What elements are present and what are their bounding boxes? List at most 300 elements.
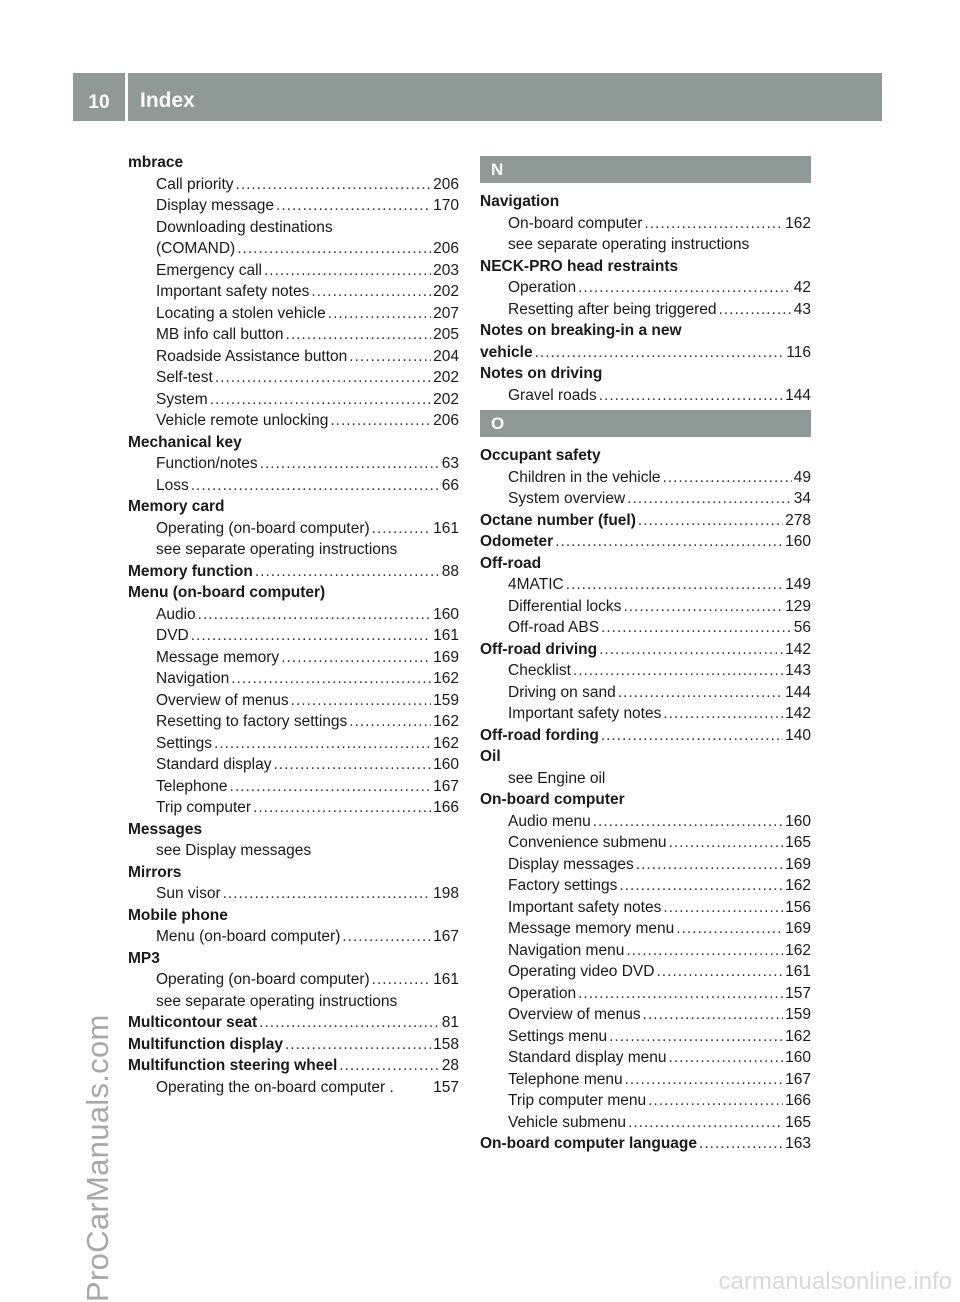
index-subentry: [128, 260, 459, 282]
page-ref: 160: [785, 533, 811, 550]
page-ref: 169: [433, 648, 459, 666]
dot-leader: [578, 277, 792, 299]
dot-leader: [593, 811, 783, 833]
side-watermark: ProCarManuals.com: [80, 1014, 115, 1302]
page-ref: 162: [433, 713, 459, 730]
page-ref: 160: [433, 756, 459, 773]
page-ref: 207: [433, 304, 459, 322]
page-ref: 206: [433, 412, 459, 429]
dot-leader: [191, 625, 431, 647]
dot-leader: [311, 281, 431, 303]
index-entry: [128, 862, 459, 884]
entry-text: Multifunction steering wheel: [128, 1057, 338, 1074]
index-subentry: [480, 1112, 811, 1134]
index-subentry: [128, 797, 459, 819]
index-entry: [480, 531, 811, 553]
entry-text: On-board computer language: [480, 1135, 698, 1152]
page-ref: 162: [433, 670, 459, 687]
entry-text: System overview: [508, 490, 626, 507]
entry-text: Locating a stolen vehicle: [156, 304, 326, 322]
index-column-left: [128, 152, 459, 1098]
page-ref: 144: [785, 386, 811, 404]
dot-leader: [663, 897, 783, 919]
entry-text: Trip computer menu: [508, 1092, 647, 1109]
index-subentry: [480, 234, 811, 256]
entry-text: NECK-PRO head restraints: [480, 257, 679, 275]
entry-text: MB info call button: [156, 326, 284, 343]
entry-text: Resetting after being triggered: [508, 300, 717, 318]
entry-text: MP3: [128, 949, 160, 967]
page-ref: 165: [785, 834, 811, 851]
page-ref: 167: [785, 1070, 811, 1088]
page-ref: 116: [786, 343, 811, 361]
entry-text: see separate operating instructions: [156, 992, 398, 1010]
index-subentry: [480, 875, 811, 897]
entry-text: see Engine oil: [508, 769, 606, 787]
index-subentry: [128, 389, 459, 411]
index-subentry: [128, 733, 459, 755]
page-ref: 204: [433, 347, 459, 365]
entry-text: Overview of menus: [508, 1006, 641, 1023]
dot-leader: [223, 883, 432, 905]
index-entry: [128, 1055, 459, 1077]
dot-leader: [330, 410, 431, 432]
dot-leader: [215, 367, 431, 389]
index-subentry: [480, 918, 811, 940]
page-ref: 160: [433, 605, 459, 623]
page-ref: 162: [785, 214, 811, 232]
dot-leader: [349, 711, 431, 733]
index-subentry: [128, 195, 459, 217]
index-subentry: [480, 832, 811, 854]
page-ref: 159: [433, 691, 459, 709]
entry-text: Important safety notes: [508, 898, 662, 916]
index-subentry: [128, 625, 459, 647]
dot-leader: [259, 1012, 440, 1034]
page-ref: 206: [433, 240, 459, 257]
index-subentry: [480, 277, 811, 299]
page-ref: 167: [433, 777, 459, 795]
index-entry: [480, 320, 811, 342]
dot-leader: [255, 561, 440, 583]
dot-leader: [191, 475, 440, 497]
dot-leader: [663, 467, 792, 489]
index-entry: [128, 1034, 459, 1056]
dot-leader: [286, 324, 432, 346]
entry-text: see Display messages: [156, 842, 312, 859]
index-subentry: [480, 574, 811, 596]
entry-text: Memory card: [128, 498, 225, 515]
page-ref: 170: [433, 197, 459, 214]
entry-text: Operating video DVD: [508, 963, 655, 980]
entry-text: Memory function: [128, 562, 253, 580]
entry-text: see separate operating instructions: [156, 541, 398, 558]
page-title: Index: [128, 73, 882, 121]
page-ref: 66: [441, 476, 459, 494]
entry-text: Differential locks: [508, 597, 622, 615]
dot-leader: [372, 518, 431, 540]
dot-leader: [669, 1047, 784, 1069]
entry-text: Overview of menus: [156, 691, 289, 709]
index-subentry: [480, 1026, 811, 1048]
index-subentry: [128, 991, 459, 1013]
index-entry: [480, 746, 811, 768]
index-subentry: [480, 703, 811, 725]
index-column-right: [480, 152, 811, 1155]
entry-text: Display messages: [508, 855, 634, 873]
page-ref: 166: [785, 1092, 811, 1109]
index-entry: [128, 819, 459, 841]
dot-leader: [253, 797, 431, 819]
dot-leader: [349, 346, 431, 368]
entry-text: Important safety notes: [508, 705, 662, 722]
dot-leader: [625, 1069, 784, 1091]
index-subentry: [128, 969, 459, 991]
entry-text: Self-test: [156, 369, 213, 386]
dot-leader: [644, 213, 783, 235]
dot-leader: [230, 776, 432, 798]
dot-leader: [669, 832, 784, 854]
index-entry: [128, 561, 459, 583]
page-ref: 88: [441, 562, 459, 580]
entry-text: Multifunction display: [128, 1035, 283, 1053]
entry-text: Sun visor: [156, 885, 221, 902]
index-entry: [128, 496, 459, 518]
index-subentry: [480, 488, 811, 510]
entry-text: Operating (on-board computer): [156, 971, 370, 988]
index-entry: [480, 342, 811, 364]
entry-text: Notes on driving: [480, 365, 603, 382]
entry-text: Menu (on-board computer): [128, 584, 326, 601]
entry-text: Resetting to factory settings: [156, 713, 348, 730]
index-subentry: [128, 840, 459, 862]
dot-leader: [342, 926, 431, 948]
page-ref: 161: [433, 519, 459, 537]
page-ref: 169: [785, 855, 811, 873]
entry-text: Standard display menu: [508, 1049, 667, 1066]
index-subentry: [128, 604, 459, 626]
index-subentry: [128, 518, 459, 540]
index-subentry: [128, 453, 459, 475]
entry-text: Function/notes: [156, 455, 258, 472]
entry-text: Messages: [128, 820, 203, 838]
entry-text: Mechanical key: [128, 433, 242, 451]
entry-text: Settings: [156, 734, 213, 752]
dot-leader: [260, 453, 440, 475]
entry-text: see separate operating instructions: [508, 236, 750, 253]
dot-leader: [273, 754, 431, 776]
page-ref: 149: [785, 576, 811, 593]
page-ref: 142: [785, 640, 811, 658]
entry-text: Message memory menu: [508, 920, 675, 937]
dot-leader: [328, 303, 431, 325]
page-ref: 165: [785, 1113, 811, 1131]
index-subentry: [128, 926, 459, 948]
dot-leader: [555, 531, 783, 553]
index-subentry: [128, 754, 459, 776]
index-entry: [128, 432, 459, 454]
index-entry: [480, 510, 811, 532]
entry-text: Trip computer: [156, 799, 252, 816]
page-ref: 34: [793, 490, 811, 507]
entry-text: Off-road driving: [480, 640, 598, 658]
page-ref: 202: [433, 283, 459, 300]
page-ref: 166: [433, 799, 459, 816]
dot-leader: [676, 918, 783, 940]
entry-text: Loss: [156, 476, 189, 494]
page-ref: 129: [785, 597, 811, 615]
dot-leader: [210, 389, 431, 411]
page-ref: 81: [441, 1014, 459, 1031]
section-letter-n: N: [480, 156, 811, 183]
index-subentry: [128, 174, 459, 196]
index-entry: [480, 553, 811, 575]
page-ref: 42: [793, 279, 811, 296]
dot-leader: [535, 342, 785, 364]
index-subentry: [480, 617, 811, 639]
page-ref: 63: [441, 455, 459, 472]
page-ref: 278: [785, 511, 811, 529]
entry-text: Oil: [480, 748, 501, 765]
entry-text: Important safety notes: [156, 283, 310, 300]
dot-leader: [638, 510, 783, 532]
dot-leader: [609, 1026, 783, 1048]
dot-leader: [719, 299, 792, 321]
entry-text: Off-road: [480, 554, 542, 572]
entry-text: Mobile phone: [128, 906, 228, 924]
entry-text: Occupant safety: [480, 447, 601, 464]
dot-leader: [601, 725, 783, 747]
dot-leader: [627, 488, 792, 510]
dot-leader: [699, 1133, 783, 1155]
index-subentry: [128, 303, 459, 325]
index-subentry: [480, 1090, 811, 1112]
entry-text: Navigation: [156, 670, 230, 687]
page-ref: 28: [441, 1057, 459, 1074]
entry-text: (COMAND): [156, 240, 236, 257]
entry-text: Vehicle submenu: [508, 1113, 627, 1131]
dot-leader: [198, 604, 431, 626]
entry-text: Downloading destinations: [156, 218, 333, 236]
page-ref: 156: [785, 898, 811, 916]
index-subentry: [480, 897, 811, 919]
entry-text: System: [156, 390, 208, 408]
entry-text: 4MATIC: [508, 576, 564, 593]
page-ref: 206: [433, 175, 459, 193]
page-ref: 142: [785, 705, 811, 722]
dot-leader: [566, 574, 783, 596]
entry-text: Off-road fording: [480, 726, 599, 744]
dot-leader: [281, 647, 431, 669]
index-subentry: [480, 1069, 811, 1091]
index-subentry: [480, 940, 811, 962]
dot-leader: [339, 1055, 439, 1077]
entry-text: Odometer: [480, 533, 554, 550]
dot-leader: [291, 690, 431, 712]
entry-text: Operating the on-board computer .: [156, 1078, 394, 1096]
dot-leader: [643, 1004, 783, 1026]
entry-text: Notes on breaking-in a new: [480, 322, 682, 339]
page-ref: 202: [433, 369, 459, 386]
index-subentry: [480, 213, 811, 235]
dot-leader: [237, 238, 431, 260]
entry-text: Convenience submenu: [508, 834, 667, 851]
entry-text: Menu (on-board computer): [156, 928, 341, 945]
entry-text: Children in the vehicle: [508, 468, 661, 486]
page-ref: 163: [785, 1135, 811, 1152]
dot-leader: [599, 639, 783, 661]
entry-text: Navigation: [480, 193, 560, 210]
dot-leader: [231, 668, 431, 690]
index-subentry: [128, 281, 459, 303]
index-entry: [128, 1012, 459, 1034]
dot-leader: [656, 961, 783, 983]
index-subentry: [128, 475, 459, 497]
index-subentry: [128, 1077, 459, 1099]
entry-text: mbrace: [128, 154, 184, 171]
index-entry: [480, 789, 811, 811]
dot-leader: [626, 940, 783, 962]
entry-text: On-board computer: [480, 791, 625, 808]
entry-text: Operation: [508, 984, 577, 1002]
index-subentry: [480, 385, 811, 407]
index-subentry: [128, 647, 459, 669]
index-subentry: [128, 217, 459, 239]
page-ref: 140: [785, 726, 811, 744]
entry-text: Settings menu: [508, 1027, 608, 1045]
entry-text: On-board computer: [508, 214, 643, 232]
index-subentry: [128, 367, 459, 389]
index-subentry: [480, 660, 811, 682]
dot-leader: [285, 1034, 431, 1056]
dot-leader: [573, 660, 783, 682]
index-entry: [128, 948, 459, 970]
footer-watermark: carmanualsonline.info: [718, 1268, 952, 1295]
dot-leader: [663, 703, 783, 725]
dot-leader: [276, 195, 431, 217]
page-ref: 43: [793, 300, 811, 318]
dot-leader: [214, 733, 431, 755]
page-ref: 198: [433, 885, 459, 902]
page-ref: 169: [785, 920, 811, 937]
dot-leader: [618, 682, 783, 704]
dot-leader: [236, 174, 432, 196]
index-subentry: [480, 768, 811, 790]
dot-leader: [599, 385, 783, 407]
entry-text: Gravel roads: [508, 386, 597, 404]
page-ref: 160: [785, 1049, 811, 1066]
entry-text: Checklist: [508, 662, 571, 679]
index-subentry: [480, 467, 811, 489]
entry-text: Roadside Assistance button: [156, 347, 348, 365]
index-entry: [128, 582, 459, 604]
index-subentry: [480, 983, 811, 1005]
index-subentry: [480, 1004, 811, 1026]
entry-text: Audio: [156, 605, 196, 623]
index-subentry: [128, 711, 459, 733]
section-letter-o: O: [480, 410, 811, 437]
entry-text: Multicontour seat: [128, 1014, 258, 1031]
index-entry: [480, 725, 811, 747]
index-subentry: [480, 682, 811, 704]
page-ref: 160: [785, 812, 811, 830]
page-ref: 161: [785, 963, 811, 980]
entry-text: Telephone menu: [508, 1070, 623, 1088]
index-entry: [480, 256, 811, 278]
page-number: 10: [73, 73, 125, 121]
index-subentry: [480, 299, 811, 321]
page-ref: 205: [433, 326, 459, 343]
page-ref: 157: [785, 984, 811, 1002]
page-ref: 143: [785, 662, 811, 679]
page-ref: 49: [793, 468, 811, 486]
page-ref: 144: [785, 683, 811, 701]
entry-text: vehicle: [480, 343, 533, 361]
index-entry: [128, 152, 459, 174]
entry-text: Navigation menu: [508, 941, 625, 959]
entry-text: Standard display: [156, 756, 272, 773]
page-ref: 158: [433, 1035, 459, 1053]
entry-text: Octane number (fuel): [480, 511, 636, 529]
entry-text: Call priority: [156, 175, 234, 193]
entry-text: Audio menu: [508, 812, 591, 830]
dot-leader: [636, 854, 783, 876]
entry-text: Operating (on-board computer): [156, 519, 370, 537]
entry-text: DVD: [156, 627, 189, 644]
index-subentry: [128, 883, 459, 905]
entry-text: Message memory: [156, 648, 280, 666]
index-entry: [480, 1133, 811, 1155]
index-entry: [128, 905, 459, 927]
index-entry: [480, 363, 811, 385]
index-subentry: [128, 668, 459, 690]
page-ref: 56: [793, 619, 811, 636]
dot-leader: [601, 617, 792, 639]
page-ref: 162: [785, 877, 811, 894]
dot-leader: [578, 983, 783, 1005]
index-subentry: [128, 346, 459, 368]
page-ref: 161: [433, 971, 459, 988]
entry-text: Telephone: [156, 777, 228, 795]
dot-leader: [628, 1112, 783, 1134]
dot-leader: [648, 1090, 783, 1112]
index-subentry: [480, 854, 811, 876]
index-entry: [480, 445, 811, 467]
entry-text: Driving on sand: [508, 683, 616, 701]
entry-text: Off-road ABS: [508, 619, 600, 636]
dot-leader: [619, 875, 783, 897]
dot-leader: [264, 260, 431, 282]
index-subentry: [128, 238, 459, 260]
index-subentry: [128, 324, 459, 346]
page-ref: 157: [433, 1078, 459, 1096]
dot-leader: [372, 969, 431, 991]
index-subentry: [480, 1047, 811, 1069]
entry-text: Vehicle remote unlocking: [156, 412, 329, 429]
page-ref: 161: [433, 627, 459, 644]
page-ref: 167: [433, 928, 459, 945]
entry-text: Operation: [508, 279, 577, 296]
index-subentry: [128, 690, 459, 712]
page-ref: 203: [433, 261, 459, 279]
entry-text: Factory settings: [508, 877, 618, 894]
page-ref: 162: [785, 1027, 811, 1045]
index-entry: [480, 639, 811, 661]
page-ref: 162: [433, 734, 459, 752]
index-subentry: [480, 596, 811, 618]
dot-leader: [623, 596, 783, 618]
page-ref: 159: [785, 1006, 811, 1023]
